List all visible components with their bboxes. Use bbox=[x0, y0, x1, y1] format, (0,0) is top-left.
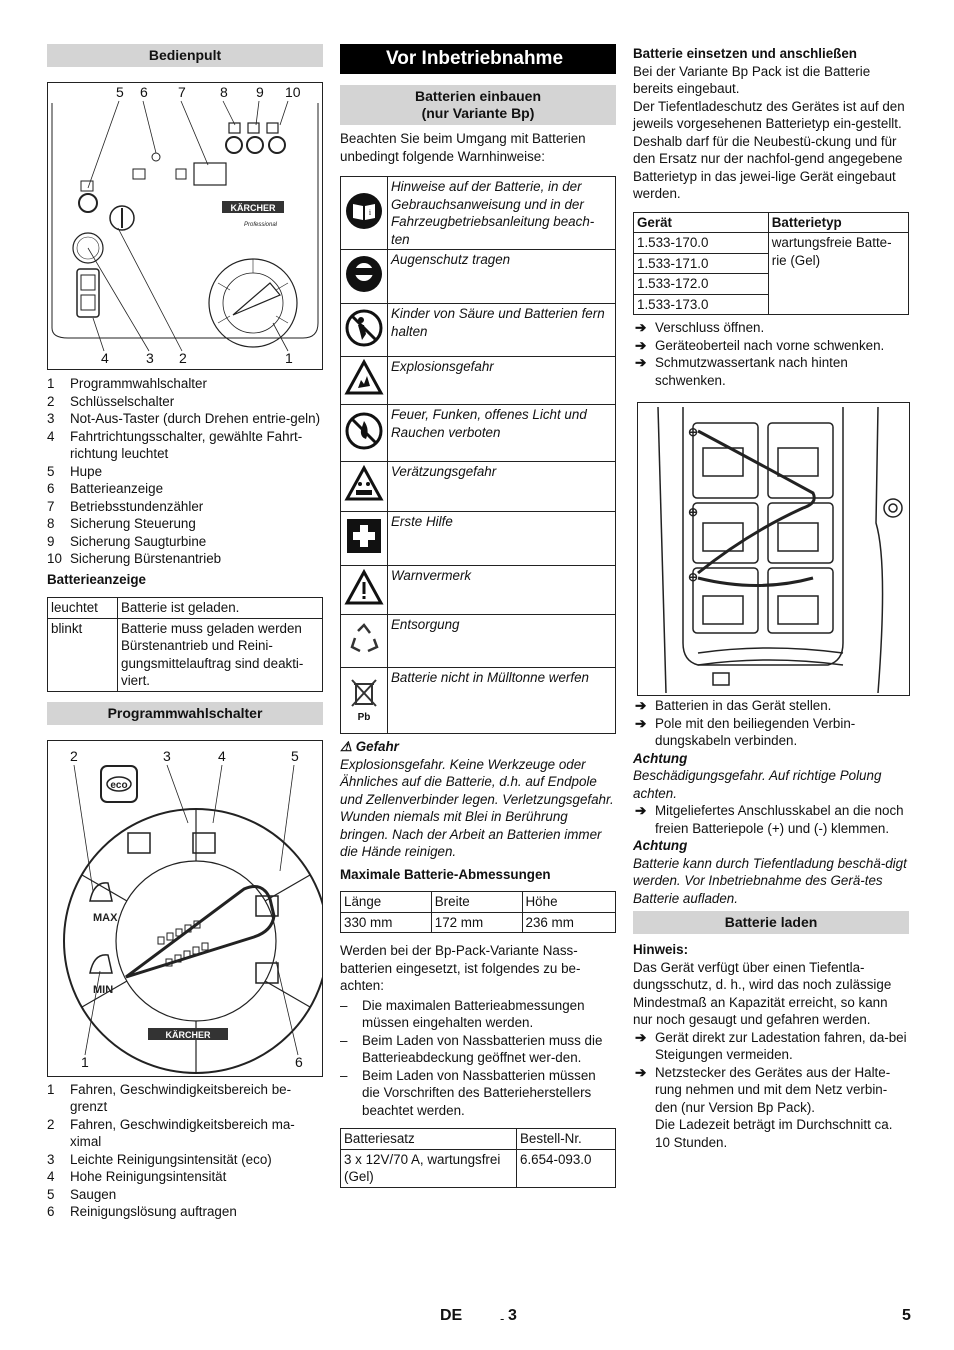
first-aid-icon bbox=[341, 512, 388, 566]
callout-6: 6 bbox=[140, 84, 148, 100]
callout-4: 4 bbox=[218, 747, 226, 764]
table-row bbox=[634, 212, 909, 233]
achtung-text: Beschädigungsgefahr. Auf richtige Polung achten. bbox=[633, 768, 882, 801]
step-item: ➔ Geräteoberteil nach vorne schwenken. bbox=[635, 337, 885, 353]
list-item: 4 Fahrtrichtungsschalter, gewählte Fahrt-richtung leuchtet bbox=[47, 428, 303, 461]
footer-page-number: 5 bbox=[902, 1307, 911, 1324]
arrow-icon: ➔ bbox=[635, 355, 647, 370]
program-dial-drawing bbox=[48, 741, 322, 1076]
pb-label: Pb bbox=[357, 712, 371, 723]
arrow-icon: ➔ bbox=[635, 803, 647, 818]
callout-4: 4 bbox=[101, 350, 109, 366]
panel-brand: KÄRCHER bbox=[230, 203, 276, 213]
callout-9: 9 bbox=[256, 84, 264, 100]
list-item: 10 Sicherung Bürstenantrieb bbox=[47, 551, 222, 566]
table-cell: 1.533-173.0 bbox=[634, 294, 769, 315]
table-row bbox=[341, 512, 616, 566]
table-row bbox=[341, 177, 616, 250]
list-item: 2 Fahren, Geschwindigkeitsbereich ma-ximal bbox=[47, 1116, 295, 1149]
table-header-cell: Gerät bbox=[634, 212, 769, 233]
intro-text: Beachten Sie beim Umgang mit Batterien unbedingt folgende Warnhinweise: bbox=[340, 131, 586, 164]
table-header-cell: Bestell-Nr. bbox=[517, 1129, 616, 1150]
section-title-batterie-laden: Batterie laden bbox=[633, 911, 909, 934]
callout-5: 5 bbox=[291, 747, 299, 764]
no-bin-icon bbox=[341, 668, 388, 734]
section-title-batterien-einbauen bbox=[340, 85, 616, 125]
list-item: – Beim Laden von Nassbatterien müssen die Vorschriften des Batterieherstellers beachtet werden. bbox=[340, 1067, 596, 1118]
callout-1: 1 bbox=[285, 350, 293, 366]
control-panel-drawing bbox=[48, 83, 322, 369]
table-cell: 1.533-172.0 bbox=[634, 274, 769, 295]
table-cell: blinkt bbox=[48, 618, 118, 691]
table-header-cell: Höhe bbox=[522, 892, 616, 913]
table-row bbox=[341, 250, 616, 304]
table-cell: 330 mm bbox=[341, 912, 432, 933]
step-item: ➔ Batterien in das Gerät stellen. bbox=[635, 698, 832, 713]
list-item: 3 Not-Aus-Taster (durch Drehen entrie-geln) bbox=[47, 411, 321, 426]
table-cell: 6.654-093.0 bbox=[517, 1149, 616, 1187]
list-item: 2 Schlüsselschalter bbox=[47, 393, 175, 409]
insert-battery-title: Batterie einsetzen und anschließen bbox=[633, 46, 857, 61]
section-title-line-1: Batterien einbauen bbox=[414, 88, 542, 104]
arrow-icon: ➔ bbox=[635, 698, 647, 713]
minus-pole-label: ⊖ bbox=[688, 425, 699, 439]
dimensions-table bbox=[340, 891, 616, 933]
plus-pole-label: ⊕ bbox=[688, 505, 699, 519]
table-header-cell: Batterietyp bbox=[768, 212, 908, 233]
no-fire-icon bbox=[341, 405, 388, 462]
warning-text: Batterie nicht in Mülltonne werfen bbox=[388, 668, 616, 734]
step-item: ➔ Schmutzwassertank nach hinten schwenken. bbox=[635, 355, 848, 388]
battery-compartment-drawing bbox=[638, 403, 909, 695]
chapter-title: Vor Inbetriebnahme bbox=[340, 44, 616, 74]
footer-lang: DE bbox=[440, 1307, 463, 1324]
callout-5: 5 bbox=[116, 84, 124, 100]
warning-text: Kinder von Säure und Batterien fern halten bbox=[388, 304, 616, 357]
table-row bbox=[341, 892, 616, 913]
step-item: ➔ Netzstecker des Gerätes aus der Halte-rung nehmen und mit dem Netz verbin-den (nur Version Bp Pack). bbox=[635, 1064, 891, 1115]
explosion-icon bbox=[341, 357, 388, 405]
footer-local-page: 3 bbox=[508, 1307, 517, 1324]
list-item: – Die maximalen Batterieabmessungen müssen eingehalten werden. bbox=[340, 997, 585, 1030]
table-row bbox=[341, 357, 616, 405]
danger-label: ⚠ Gefahr bbox=[340, 739, 399, 754]
danger-text: Explosionsgefahr. Keine Werkzeuge oder Ähnliches auf die Batterie, d.h. auf Endpole und Zellenverbinder legen. Verletzungsgefahr. Wunden niemals mit Blei in Berührung bringen. Nach der Arbeit an Batterien immer die Hände reinigen. bbox=[340, 756, 614, 859]
table-row bbox=[341, 304, 616, 357]
callout-3: 3 bbox=[163, 747, 171, 764]
callout-2: 2 bbox=[179, 350, 187, 366]
table-header-cell: Batteriesatz bbox=[341, 1129, 517, 1150]
list-item: 3 Leichte Reinigungsintensität (eco) bbox=[47, 1151, 272, 1167]
table-cell: 1.533-170.0 bbox=[634, 233, 769, 254]
table-row bbox=[634, 233, 909, 254]
warning-symbols-table bbox=[340, 176, 616, 734]
warning-text: Augenschutz tragen bbox=[388, 250, 616, 304]
table-row bbox=[341, 1129, 616, 1150]
list-item: 1 Programmwahlschalter bbox=[47, 376, 207, 391]
list-item: 1 Fahren, Geschwindigkeitsbereich be-grenzt bbox=[47, 1081, 292, 1114]
arrow-icon: ➔ bbox=[635, 320, 647, 335]
battery-type-table bbox=[633, 212, 909, 316]
section-title-bedienpult: Bedienpult bbox=[47, 44, 323, 67]
minus-pole-label: ⊖ bbox=[688, 570, 699, 584]
dimensions-title: Maximale Batterie-Abmessungen bbox=[340, 866, 551, 882]
callout-8: 8 bbox=[220, 84, 228, 100]
footer-separator: - bbox=[500, 1311, 505, 1326]
achtung-label: Achtung bbox=[633, 838, 688, 853]
table-row bbox=[341, 912, 616, 933]
dial-max-label: MAX bbox=[93, 911, 118, 924]
recycle-icon bbox=[341, 615, 388, 668]
battery-set-table bbox=[340, 1128, 616, 1188]
dial-eco-label: eco bbox=[110, 779, 128, 791]
panel-model: Professional bbox=[244, 222, 278, 228]
list-item: – Beim Laden von Nassbatterien muss die Batterieabdeckung geöffnet wer-den. bbox=[340, 1032, 603, 1065]
table-row bbox=[341, 566, 616, 615]
list-item: 5 Saugen bbox=[47, 1186, 117, 1202]
battery-compartment-figure bbox=[637, 402, 910, 696]
panel-legend-list bbox=[47, 375, 323, 568]
table-cell: 3 x 12V/70 A, wartungsfrei (Gel) bbox=[341, 1149, 517, 1187]
callout-10: 10 bbox=[285, 84, 301, 100]
callout-1: 1 bbox=[81, 1053, 89, 1070]
warning-icon bbox=[341, 566, 388, 615]
list-item: 5 Hupe bbox=[47, 463, 103, 479]
arrow-icon: ➔ bbox=[635, 337, 647, 353]
paragraph: Bei der Variante Bp Pack ist die Batterie bereits eingebaut. bbox=[633, 63, 871, 96]
dial-min-label: MIN bbox=[93, 983, 114, 996]
callout-6: 6 bbox=[295, 1053, 303, 1070]
goggles-icon bbox=[341, 250, 388, 304]
battery-indicator-table bbox=[47, 597, 323, 692]
charge-time-text: Die Ladezeit beträgt im Durchschnitt ca. 10 Stunden. bbox=[655, 1117, 893, 1150]
table-cell: 1.533-171.0 bbox=[634, 253, 769, 274]
step-item: ➔ Verschluss öffnen. bbox=[635, 320, 765, 335]
table-cell: Batterie muss geladen werden Bürstenantrieb und Reini-gungsmittelauftrag sind deakti-viert. bbox=[118, 618, 323, 691]
list-item: 7 Betriebsstundenzähler bbox=[47, 498, 204, 514]
list-item: 6 Reinigungslösung auftragen bbox=[47, 1204, 237, 1219]
step-item: ➔ Gerät direkt zur Ladestation fahren, da-bei Steigungen vermeiden. bbox=[635, 1029, 907, 1062]
paragraph: Der Tiefentladeschutz des Gerätes ist auf den jeweils vorgesehenen Batterietyp ein-gestellt. Deshalb darf für die Neubestü-ckung und für den Ersatz nur der nachfol-gend angegebene Batterietyp in das jewei-lige Gerät eingebaut werden. bbox=[633, 98, 905, 201]
svg-text:i: i bbox=[368, 207, 372, 217]
table-row bbox=[341, 1149, 616, 1187]
column-right bbox=[633, 44, 909, 1151]
table-cell: 236 mm bbox=[522, 912, 616, 933]
list-item: 6 Batterieanzeige bbox=[47, 481, 164, 496]
callout-3: 3 bbox=[146, 350, 154, 366]
list-item: 9 Sicherung Saugturbine bbox=[47, 533, 207, 549]
warning-triangle-icon: ⚠ bbox=[340, 739, 356, 754]
table-row bbox=[48, 618, 323, 691]
table-header-cell: Länge bbox=[341, 892, 432, 913]
table-row bbox=[341, 405, 616, 462]
table-cell: 172 mm bbox=[431, 912, 522, 933]
warning-text: Feuer, Funken, offenes Licht und Rauchen verboten bbox=[388, 405, 616, 462]
arrow-icon: ➔ bbox=[635, 1064, 647, 1080]
table-row bbox=[341, 615, 616, 668]
manual-icon bbox=[341, 177, 388, 250]
list-item: 8 Sicherung Steuerung bbox=[47, 516, 196, 531]
table-cell: leuchtet bbox=[48, 598, 118, 619]
warning-text: Explosionsgefahr bbox=[388, 357, 616, 405]
table-cell: wartungsfreie Batte-rie (Gel) bbox=[768, 233, 908, 315]
step-item: ➔ Pole mit den beiliegenden Verbin-dungskabeln verbinden. bbox=[635, 715, 856, 748]
step-item: ➔ Mitgeliefertes Anschlusskabel an die noch freien Batteriepole (+) und (-) klemmen. bbox=[635, 803, 904, 836]
control-panel-figure bbox=[47, 82, 323, 370]
battery-indicator-title: Batterieanzeige bbox=[47, 571, 146, 587]
list-item: 4 Hohe Reinigungsintensität bbox=[47, 1169, 227, 1184]
achtung-label: Achtung bbox=[633, 750, 688, 766]
warning-text: Verätzungsgefahr bbox=[388, 462, 616, 512]
arrow-icon: ➔ bbox=[635, 1029, 647, 1045]
program-legend-list bbox=[47, 1081, 323, 1221]
table-row bbox=[341, 668, 616, 734]
callout-7: 7 bbox=[178, 84, 186, 100]
table-cell: Batterie ist geladen. bbox=[118, 598, 323, 619]
arrow-icon: ➔ bbox=[635, 715, 647, 731]
warning-text: Hinweise auf der Batterie, in der Gebrauchsanweisung und in der Fahrzeugbetriebsanleitung beach-ten bbox=[388, 177, 616, 250]
warning-text: Entsorgung bbox=[388, 615, 616, 668]
section-title-programmwahlschalter: Programmwahlschalter bbox=[47, 702, 323, 725]
hinweis-text: Das Gerät verfügt über einen Tiefentla-dungsschutz, d. h., wird das noch zulässige Mindestmaß an Kapazität erreicht, so kann nur noch gesaugt und gefahren werden. bbox=[633, 959, 892, 1027]
callout-2: 2 bbox=[70, 747, 78, 764]
achtung-text: Batterie kann durch Tiefentladung beschä-digt werden. Vor Inbetriebnahme des Gerä-tes Batterie aufladen. bbox=[633, 855, 907, 906]
warning-text: Warnvermerk bbox=[388, 566, 616, 615]
dial-brand: KÄRCHER bbox=[165, 1029, 211, 1040]
section-title-line-2: (nur Variante Bp) bbox=[421, 105, 535, 121]
column-middle bbox=[340, 44, 616, 1188]
table-row bbox=[48, 598, 323, 619]
wet-battery-intro: Werden bei der Bp-Pack-Variante Nass-batterien eingesetzt, ist folgendes zu be-achten: bbox=[340, 943, 581, 993]
warning-text: Erste Hilfe bbox=[388, 512, 616, 566]
no-children-icon bbox=[341, 304, 388, 357]
column-left bbox=[47, 44, 323, 1221]
program-dial-figure bbox=[47, 740, 323, 1077]
table-header-cell: Breite bbox=[431, 892, 522, 913]
corrosive-icon bbox=[341, 462, 388, 512]
table-row bbox=[341, 462, 616, 512]
hinweis-label: Hinweis: bbox=[633, 942, 689, 957]
